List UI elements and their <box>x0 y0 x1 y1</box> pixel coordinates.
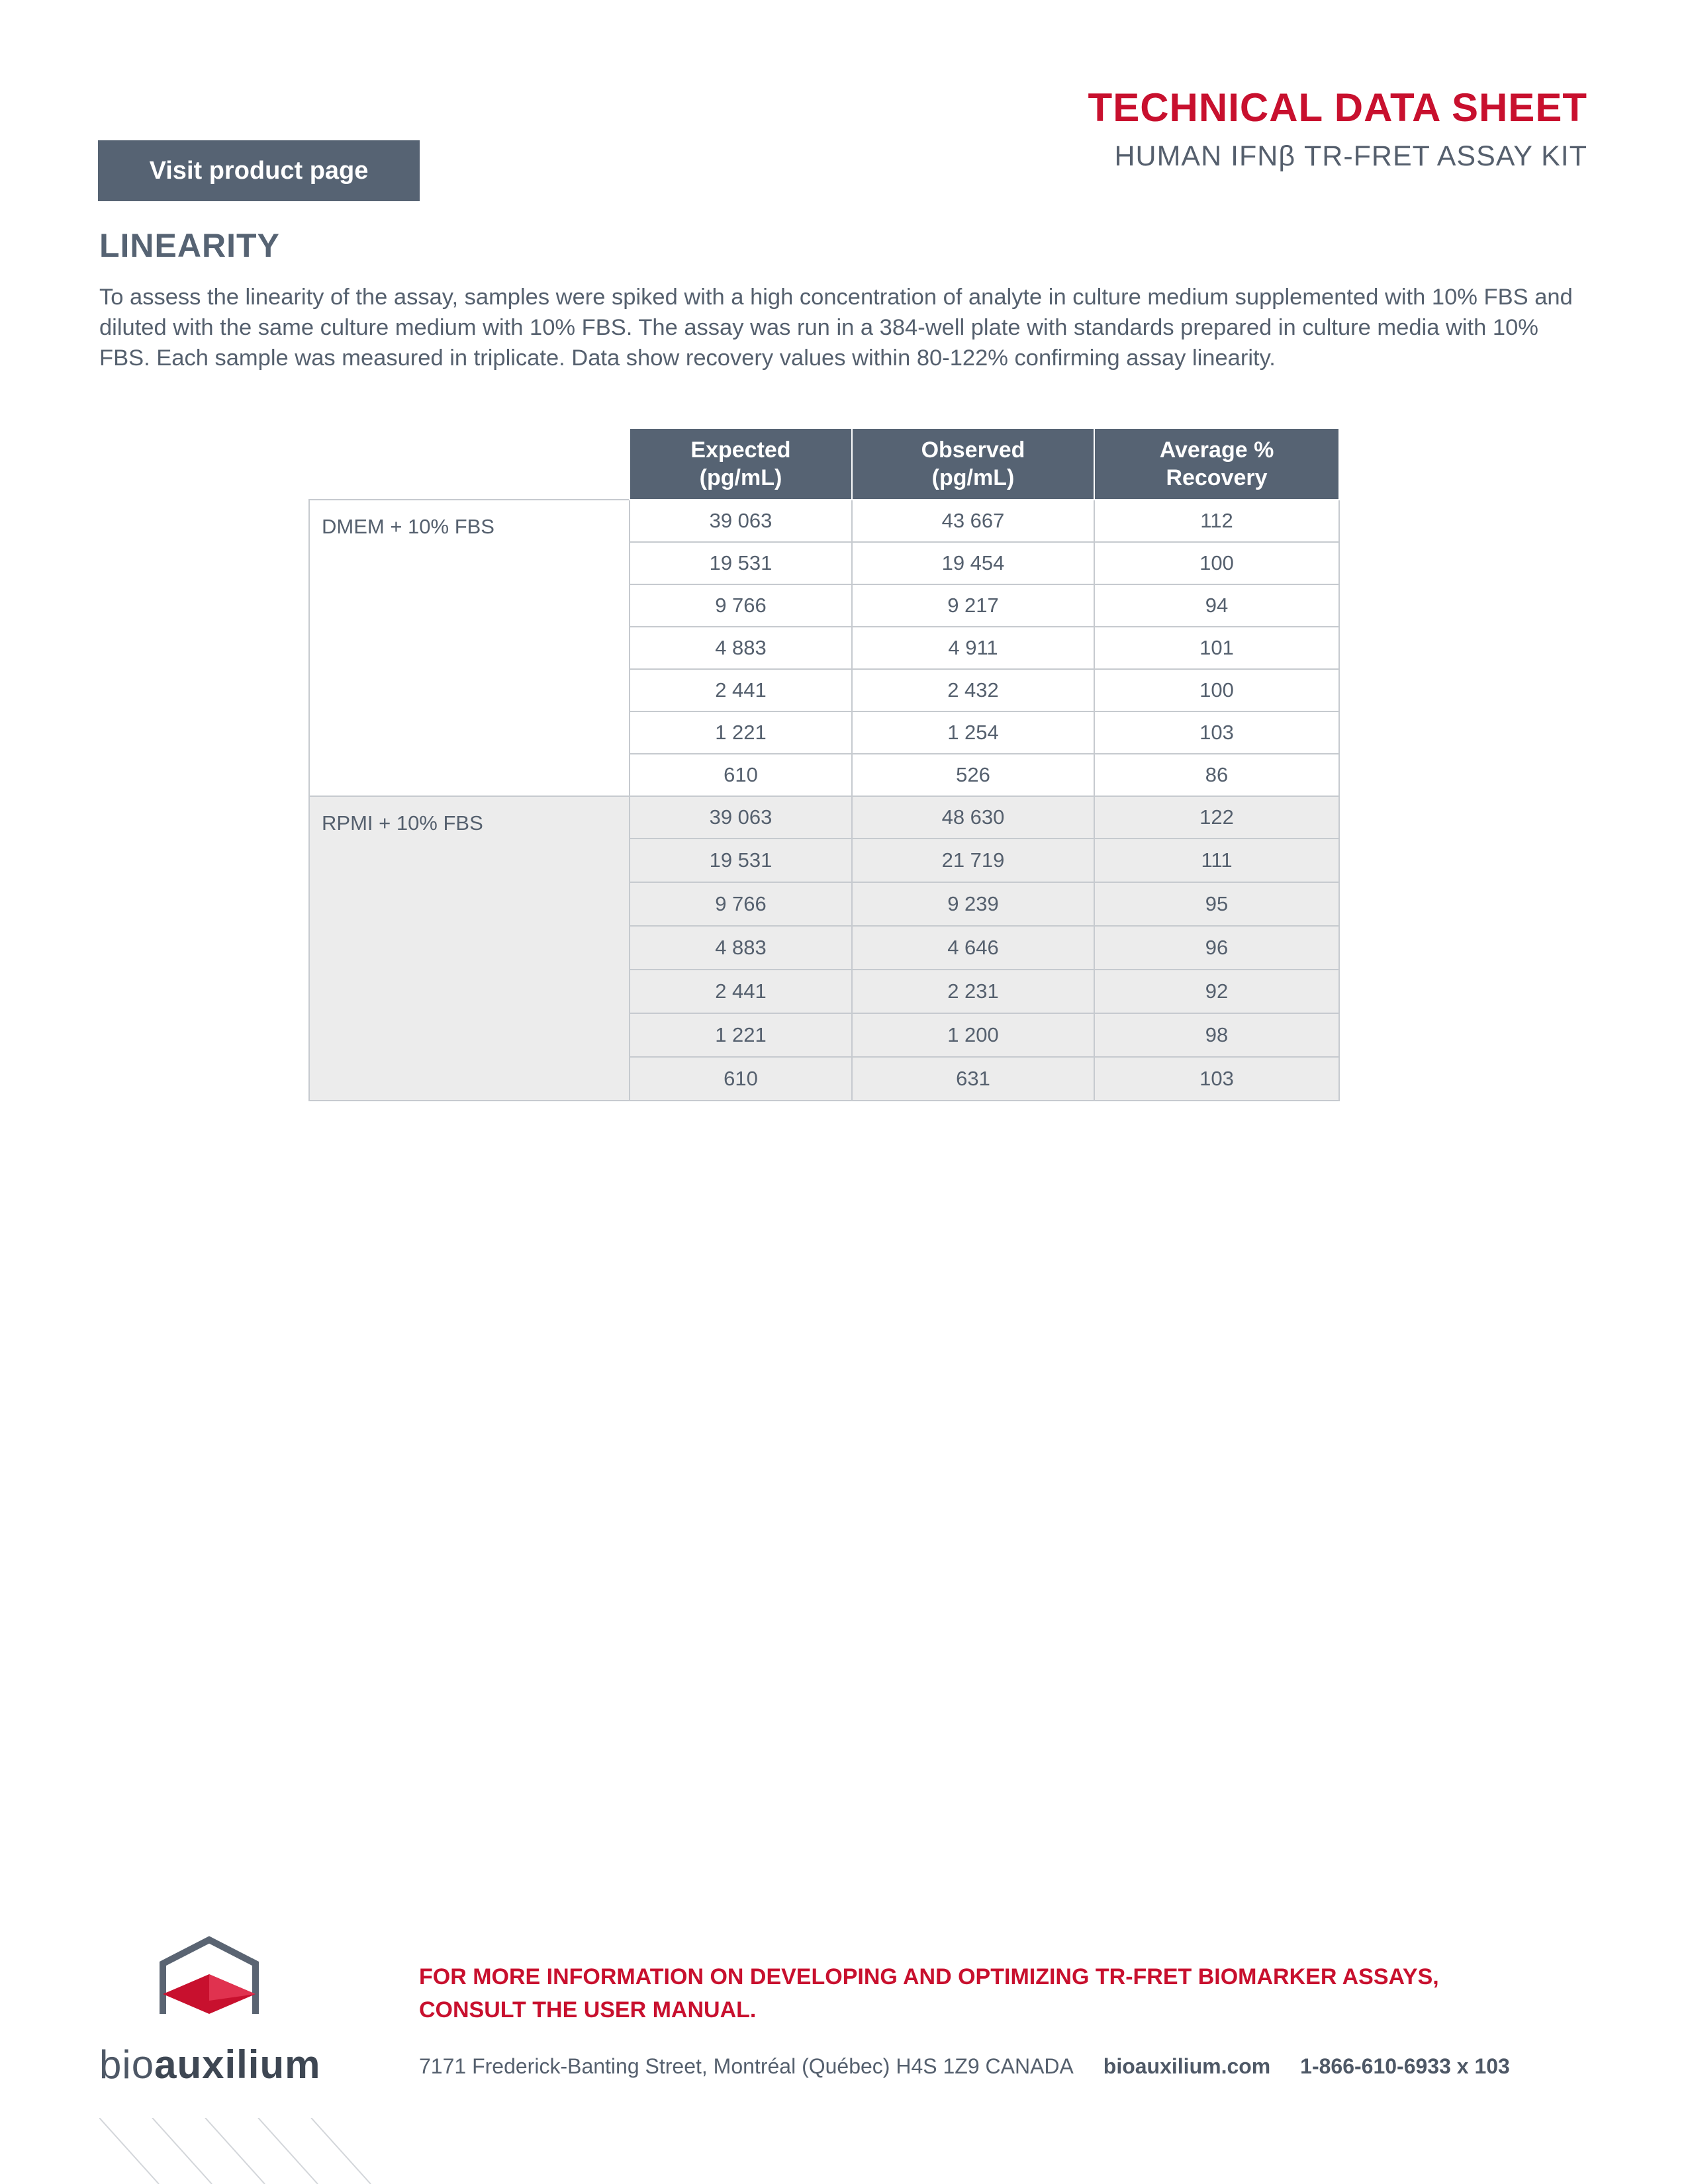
rpmi-group <box>309 796 1339 1101</box>
logo-text-light: bio <box>99 2042 155 2087</box>
recovery-cell: 86 <box>1094 754 1339 796</box>
expected-cell: 4 883 <box>630 627 852 669</box>
observed-cell: 4 646 <box>852 926 1094 970</box>
linearity-table <box>308 428 1340 1101</box>
footer-contact <box>419 2054 1510 2079</box>
document-title: TECHNICAL DATA SHEET <box>1088 85 1587 130</box>
visit-product-page-button[interactable]: Visit product page <box>98 140 420 201</box>
observed-cell: 9 217 <box>852 584 1094 627</box>
footer-cta-line1: FOR MORE INFORMATION ON DEVELOPING AND OPTIMIZING TR-FRET BIOMARKER ASSAYS, <box>419 1964 1439 1989</box>
footer-phone: 1-866-610-6933 x 103 <box>1300 2054 1510 2078</box>
footer-website-link[interactable]: bioauxilium.com <box>1103 2054 1271 2078</box>
footer-cta-line2: CONSULT THE USER MANUAL. <box>419 1997 757 2023</box>
table-row <box>309 796 1339 839</box>
dmem-group <box>309 500 1339 796</box>
header-expected <box>630 428 852 500</box>
header-observed <box>852 428 1094 500</box>
table-header-row <box>309 428 1339 500</box>
footer-address: 7171 Frederick-Banting Street, Montréal (Québec) H4S 1Z9 CANADA <box>419 2054 1074 2078</box>
observed-cell: 1 200 <box>852 1013 1094 1057</box>
sample-medium-label: RPMI + 10% FBS <box>309 796 630 1101</box>
expected-cell: 19 531 <box>630 542 852 584</box>
recovery-cell: 92 <box>1094 970 1339 1013</box>
observed-cell: 21 719 <box>852 839 1094 882</box>
observed-cell: 526 <box>852 754 1094 796</box>
observed-cell: 48 630 <box>852 796 1094 839</box>
header-recovery-line1: Average % <box>1159 437 1274 463</box>
recovery-cell: 103 <box>1094 711 1339 754</box>
observed-cell: 43 667 <box>852 500 1094 542</box>
expected-cell: 19 531 <box>630 839 852 882</box>
footer-cta <box>419 1960 1558 2026</box>
expected-cell: 39 063 <box>630 796 852 839</box>
logo-text-bold: auxilium <box>154 2042 321 2087</box>
header-recovery <box>1094 428 1339 500</box>
expected-cell: 2 441 <box>630 970 852 1013</box>
expected-cell: 9 766 <box>630 882 852 926</box>
observed-cell: 1 254 <box>852 711 1094 754</box>
section-paragraph: To assess the linearity of the assay, samples were spiked with a high concentration of analyte in culture medium supplemented with 10% FBS and diluted with the same culture medium with 10% FBS. The assay was run in a 384-well plate with standards prepared in culture media with 10% FBS. Each sample was measured in triplicate. Data show recovery values within 80-122% confirming assay linearity. <box>99 285 1573 371</box>
observed-cell: 631 <box>852 1057 1094 1101</box>
expected-cell: 9 766 <box>630 584 852 627</box>
expected-cell: 610 <box>630 754 852 796</box>
recovery-cell: 95 <box>1094 882 1339 926</box>
observed-cell: 2 432 <box>852 669 1094 711</box>
logo-wordmark <box>99 2042 320 2087</box>
recovery-cell: 96 <box>1094 926 1339 970</box>
observed-cell: 4 911 <box>852 627 1094 669</box>
sample-medium-label: DMEM + 10% FBS <box>309 500 630 796</box>
expected-cell: 1 221 <box>630 711 852 754</box>
expected-cell: 4 883 <box>630 926 852 970</box>
expected-cell: 2 441 <box>630 669 852 711</box>
expected-cell: 610 <box>630 1057 852 1101</box>
recovery-cell: 101 <box>1094 627 1339 669</box>
header-expected-line2: (pg/mL) <box>699 465 782 490</box>
recovery-cell: 100 <box>1094 542 1339 584</box>
header-observed-line2: (pg/mL) <box>931 465 1015 490</box>
expected-cell: 1 221 <box>630 1013 852 1057</box>
recovery-cell: 112 <box>1094 500 1339 542</box>
recovery-cell: 100 <box>1094 669 1339 711</box>
recovery-cell: 98 <box>1094 1013 1339 1057</box>
header-recovery-line2: Recovery <box>1166 465 1268 490</box>
observed-cell: 19 454 <box>852 542 1094 584</box>
recovery-cell: 103 <box>1094 1057 1339 1101</box>
recovery-cell: 122 <box>1094 796 1339 839</box>
expected-cell: 39 063 <box>630 500 852 542</box>
observed-cell: 2 231 <box>852 970 1094 1013</box>
header-expected-line1: Expected <box>690 437 791 463</box>
decorative-hatch-lines <box>99 2118 377 2184</box>
product-name: HUMAN IFNβ TR-FRET ASSAY KIT <box>1114 140 1587 172</box>
table-row <box>309 500 1339 542</box>
recovery-cell: 94 <box>1094 584 1339 627</box>
header-blank-cell <box>309 428 630 500</box>
header-observed-line1: Observed <box>921 437 1025 463</box>
hexagon-logo-icon <box>156 1936 262 2026</box>
observed-cell: 9 239 <box>852 882 1094 926</box>
section-title: LINEARITY <box>99 227 280 264</box>
recovery-cell: 111 <box>1094 839 1339 882</box>
